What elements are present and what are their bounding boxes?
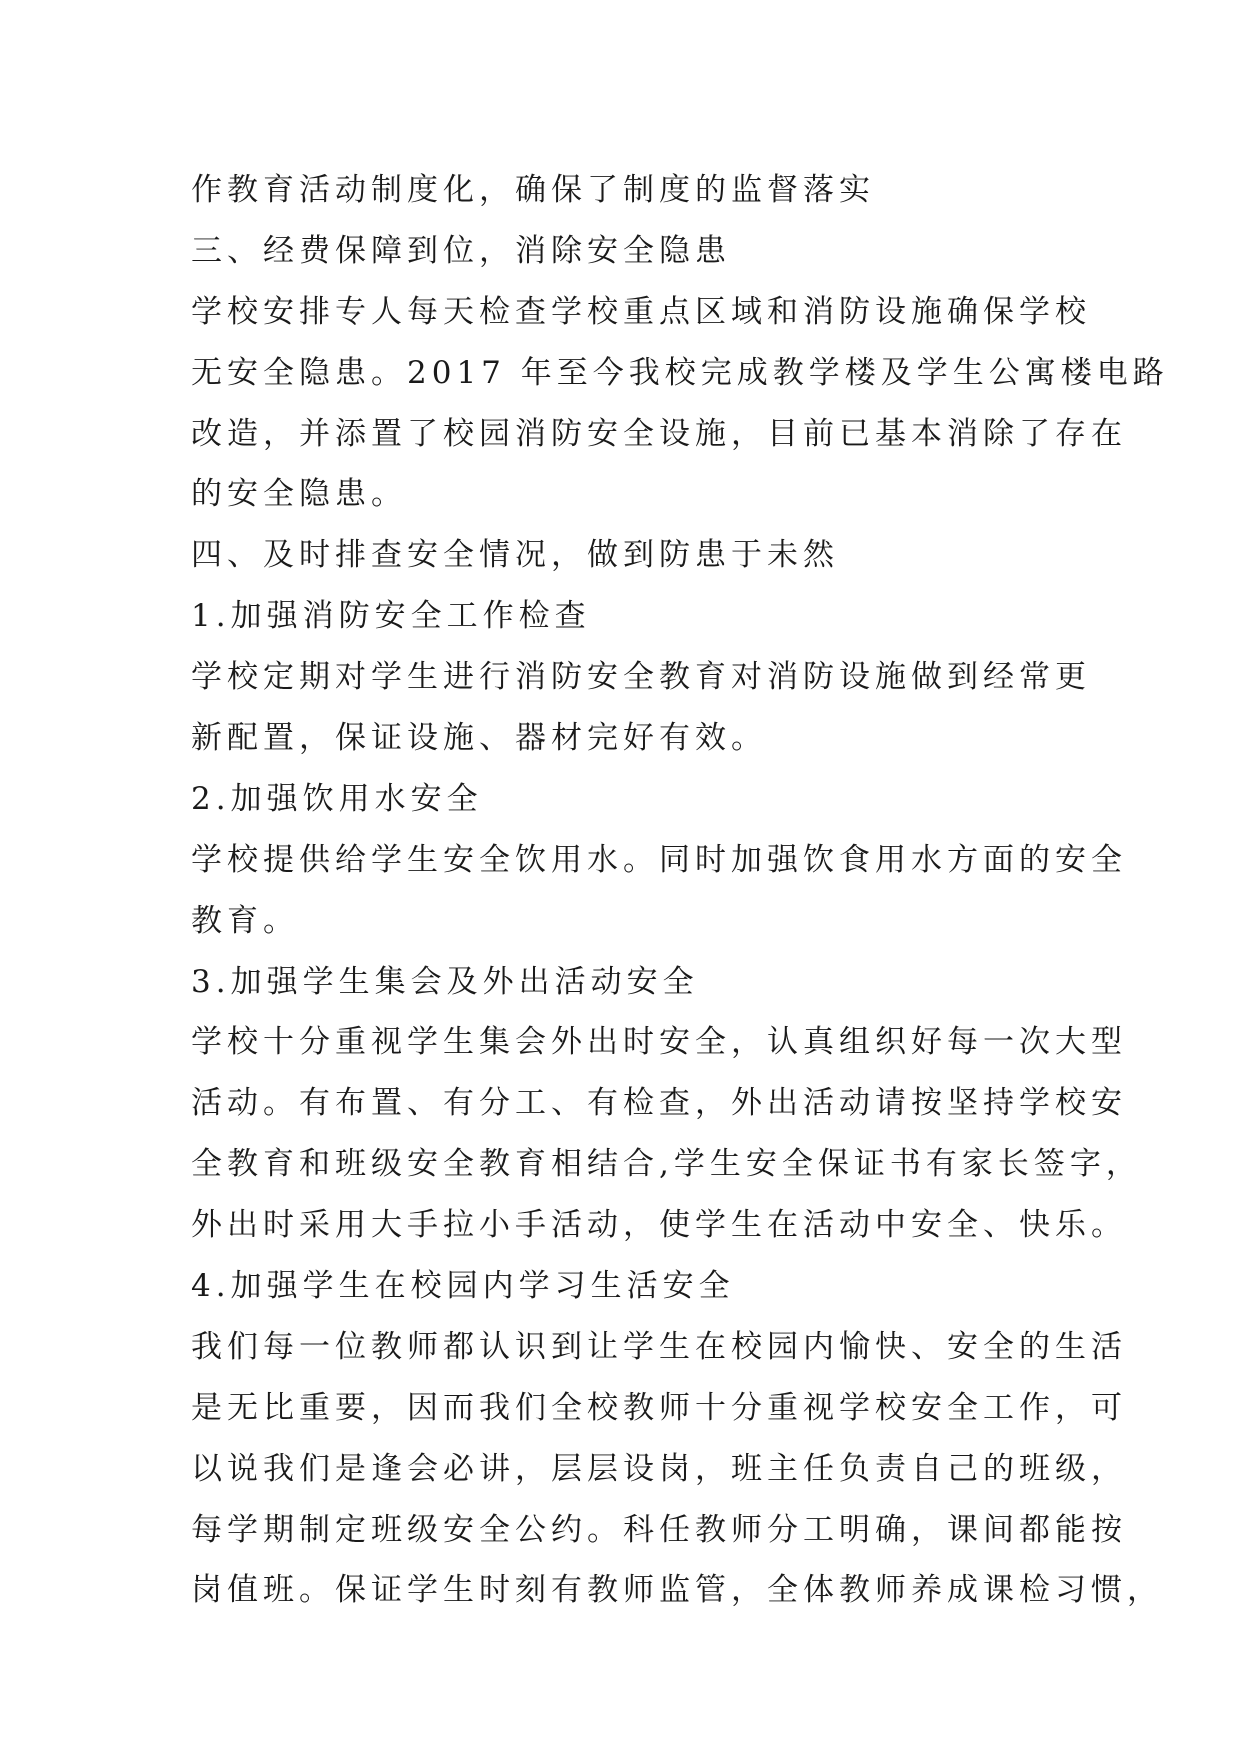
text-line: 的安全隐患。 xyxy=(191,476,407,513)
text-line: 教育。 xyxy=(191,902,299,939)
text-line: 我们每一位教师都认识到让学生在校园内愉快、安全的生活 xyxy=(191,1328,1127,1365)
text-line: 是无比重要，因而我们全校教师十分重视学校安全工作，可 xyxy=(191,1389,1127,1426)
text-line: 外出时采用大手拉小手活动，使学生在活动中安全、快乐。 xyxy=(191,1207,1127,1244)
text-line: 新配置，保证设施、器材完好有效。 xyxy=(191,720,767,757)
text-line: 每学期制定班级安全公约。科任教师分工明确，课间都能按 xyxy=(191,1511,1127,1548)
document-text-body xyxy=(191,160,1169,1621)
section-heading: 四、及时排查安全情况，做到防患于未然 xyxy=(191,537,839,574)
text-line: 学校安排专人每天检查学校重点区域和消防设施确保学校 xyxy=(191,293,1091,330)
text-line: 无安全隐患。2017 年至今我校完成教学楼及学生公寓楼电路 xyxy=(191,354,1169,391)
text-line: 学校提供给学生安全饮用水。同时加强饮食用水方面的安全 xyxy=(191,841,1127,878)
subsection-heading: 3.加强学生集会及外出活动安全 xyxy=(191,963,699,1000)
text-line: 岗值班。保证学生时刻有教师监管，全体教师养成课检习惯， xyxy=(191,1572,1163,1609)
text-line: 学校十分重视学生集会外出时安全，认真组织好每一次大型 xyxy=(191,1024,1127,1061)
text-line: 作教育活动制度化，确保了制度的监督落实 xyxy=(191,172,875,208)
text-line: 改造，并添置了校园消防安全设施，目前已基本消除了存在 xyxy=(191,415,1127,452)
text-line: 以说我们是逢会必讲，层层设岗，班主任负责自己的班级， xyxy=(191,1450,1127,1487)
section-heading: 三、经费保障到位，消除安全隐患 xyxy=(191,232,731,269)
subsection-heading: 1.加强消防安全工作检查 xyxy=(191,598,591,635)
text-line: 学校定期对学生进行消防安全教育对消防设施做到经常更 xyxy=(191,659,1091,696)
subsection-heading: 2.加强饮用水安全 xyxy=(191,780,483,817)
subsection-heading: 4.加强学生在校园内学习生活安全 xyxy=(191,1268,735,1305)
text-line: 全教育和班级安全教育相结合,学生安全保证书有家长签字， xyxy=(191,1146,1142,1183)
text-line: 活动。有布置、有分工、有检查，外出活动请按坚持学校安 xyxy=(191,1085,1127,1122)
